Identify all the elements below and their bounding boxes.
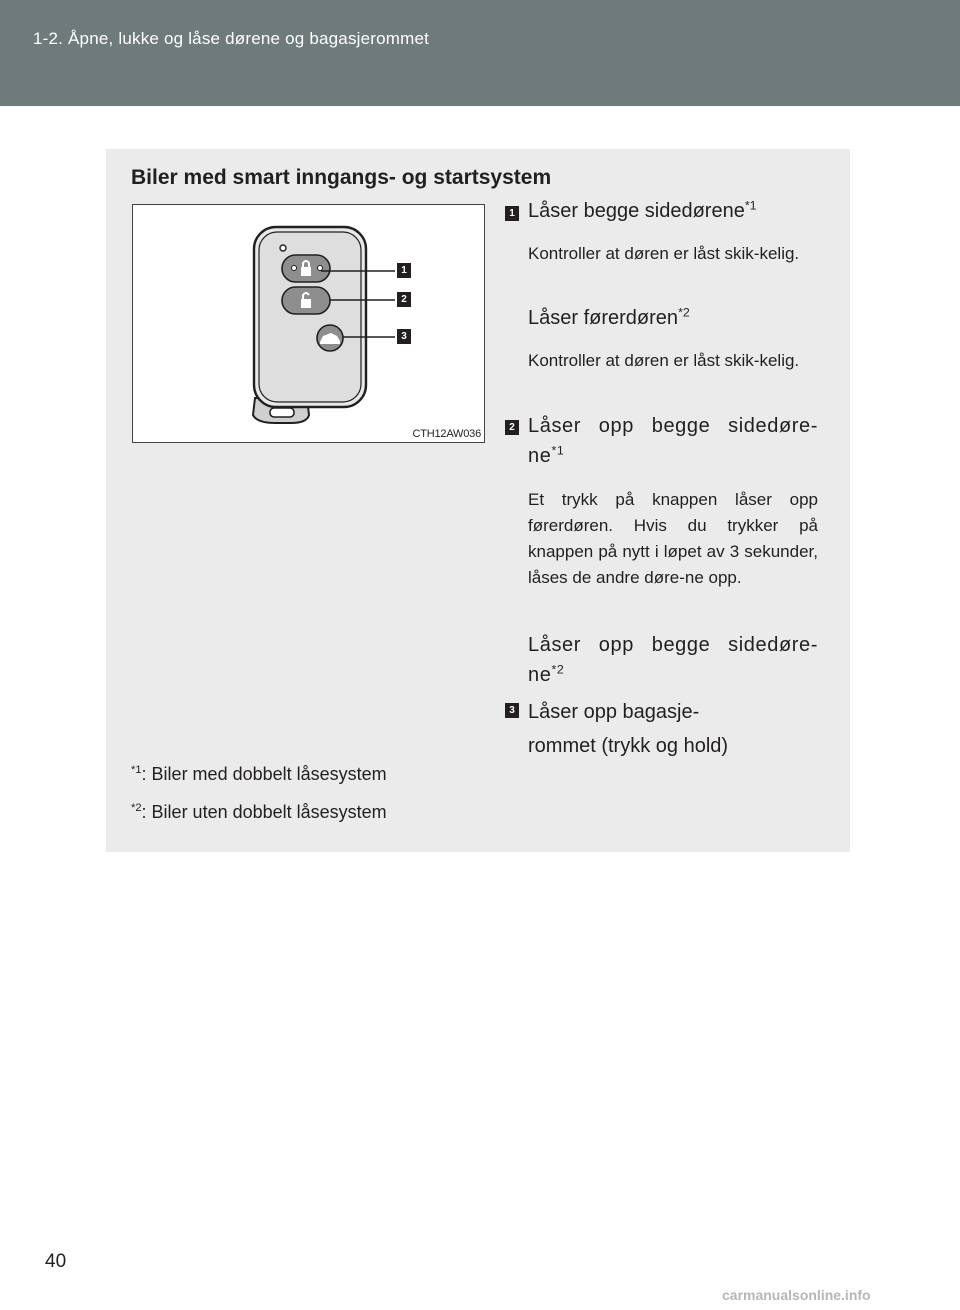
page-number: 40 [45, 1251, 67, 1272]
breadcrumb: 1-2. Åpne, lukke og låse dørene og bagasjerommet [33, 29, 430, 48]
footnote-2: $^{*2}$: Biler uten dobbelt låsesystem [131, 802, 387, 822]
item-1-note-alt: Kontroller at døren er låst skik-kelig. [528, 351, 800, 370]
key-fob-figure [132, 204, 485, 443]
item-marker-3: 3 [505, 703, 519, 718]
figure-code: CTH12AW036 [412, 428, 481, 440]
item-3-title-line2: rommet (trykk og hold) [528, 735, 729, 757]
section-title: Biler med smart inngangs- og startsystem [131, 166, 552, 189]
item-3-title [528, 695, 818, 763]
item-1-title: Låser begge sidedørene$^{*1}$ [528, 198, 757, 222]
item-1-title-alt: Låser førerdøren$^{*2}$ [528, 305, 690, 329]
callout-2: 2 [397, 292, 411, 307]
page-header [0, 0, 960, 106]
smart-key-illustration [133, 205, 484, 442]
item-2-note: Et trykk på knappen låser opp førerdøren. Hvis du trykker på knappen på nytt i løpet av 3 sekunder, låses de andre døre-ne opp. [528, 490, 818, 587]
footnote-1: $^{*1}$: Biler med dobbelt låsesystem [131, 764, 387, 784]
item-2-title-alt: Låser opp begge sidedøre-$ne^{*2}$ [528, 634, 818, 686]
item-3-title-line1: Låser opp bagasje- [528, 701, 700, 723]
item-marker-1: 1 [505, 206, 519, 221]
item-marker-2: 2 [505, 420, 519, 435]
watermark: carmanualsonline.info [722, 1287, 871, 1303]
item-1-note: Kontroller at døren er låst skik-kelig. [528, 244, 800, 263]
item-2-title: Låser opp begge sidedøre-$ne^{*1}$ [528, 415, 818, 467]
callout-1: 1 [397, 263, 411, 278]
callout-3: 3 [397, 329, 411, 344]
